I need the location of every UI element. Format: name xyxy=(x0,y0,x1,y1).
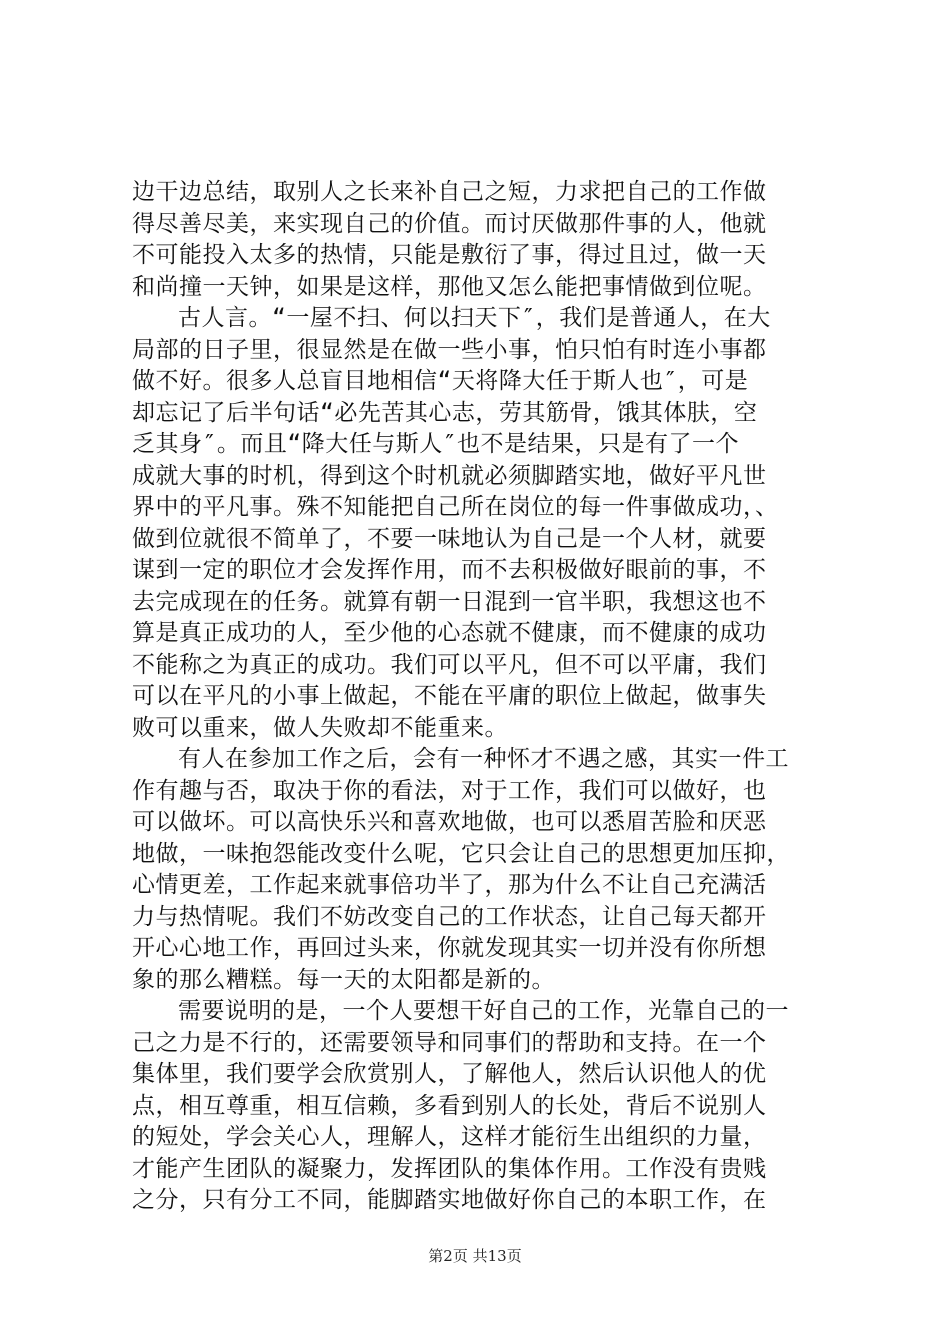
text-line: 力与热情呢。我们不妨改变自己的工作状态，让自己每天都开 xyxy=(132,903,767,930)
text-line: 己之力是不行的，还需要领导和同事们的帮助和支持。在一个 xyxy=(132,1029,767,1056)
text-line: 谋到一定的职位才会发挥作用，而不去积极做好眼前的事，不 xyxy=(132,557,767,583)
text-line: 点，相互尊重，相互信赖，多看到别人的长处，背后不说别人 xyxy=(132,1092,767,1119)
text-line: 乏其身″。而且“降大任与斯人″也不是结果，只是有了一个 xyxy=(132,431,740,457)
text-line: 作有趣与否，取决于你的看法，对于工作，我们可以做好，也 xyxy=(132,777,767,804)
text-line: 却忘记了后半句话“必先苦其心志，劳其筋骨，饿其体肤，空 xyxy=(132,399,758,426)
text-line: 开心心地工作，再回过头来，你就发现其实一切并没有你所想 xyxy=(132,935,767,961)
text-line: 算是真正成功的人，至少他的心态就不健康，而不健康的成功 xyxy=(132,620,767,646)
text-line: 地做，一味抱怨能改变什么呢，它只会让自己的思想更加压抑， xyxy=(132,840,790,867)
text-line: 可以做坏。可以高快乐兴和喜欢地做，也可以悉眉苦脸和厌恶 xyxy=(132,809,767,835)
text-line: 不可能投入太多的热情，只能是敷衍了事，得过且过，做一天 xyxy=(132,242,767,268)
text-line: 做不好。很多人总盲目地相信“天将降大任于斯人也″，可是 xyxy=(132,368,749,394)
paragraph-start-line: 需要说明的是，一个人要想干好自己的工作，光靠自己的一 xyxy=(178,998,789,1024)
text-line: 成就大事的时机，得到这个时机就必须脚踏实地，做好平凡世 xyxy=(132,462,767,489)
text-line: 之分，只有分工不同，能脚踏实地做好你自己的本职工作，在 xyxy=(132,1187,767,1213)
text-line: 不能称之为真正的成功。我们可以平凡，但不可以平庸，我们 xyxy=(132,651,767,678)
text-line: 界中的平凡事。殊不知能把自己所在岗位的每一件事做成功，、 xyxy=(132,494,779,520)
text-line: 边干边总结，取别人之长来补自己之短，力求把自己的工作做 xyxy=(132,179,767,205)
paragraph-start-line: 有人在参加工作之后，会有一种怀才不遇之感，其实一件工 xyxy=(178,746,789,772)
body-text xyxy=(132,177,830,1217)
text-line: 象的那么糟糕。每一天的太阳都是新的。 xyxy=(132,966,555,993)
text-line: 得尽善尽美，来实现自己的价值。而讨厌做那件事的人，他就 xyxy=(132,210,767,237)
text-line: 局部的日子里，很显然是在做一些小事，怕只怕有时连小事都 xyxy=(132,336,767,363)
text-line: 做到位就很不简单了，不要一味地认为自己是一个人材，就要 xyxy=(132,525,767,552)
text-line: 去完成现在的任务。就算有朝一日混到一官半职，我想这也不 xyxy=(132,588,767,615)
page-number-footer: 第2页 共13页 xyxy=(428,1247,522,1265)
text-line: 和尚撞一天钟，如果是这样，那他又怎么能把事情做到位呢。 xyxy=(132,273,767,300)
text-line: 心情更差，工作起来就事倍功半了，那为什么不让自己充满活 xyxy=(132,872,767,898)
text-line: 集体里，我们要学会欣赏别人，了解他人，然后认识他人的优 xyxy=(132,1061,767,1087)
text-line: 可以在平凡的小事上做起，不能在平庸的职位上做起，做事失 xyxy=(132,683,767,709)
text-line: 才能产生团队的凝聚力，发挥团队的集体作用。工作没有贵贱 xyxy=(132,1155,767,1182)
text-line: 败可以重来，做人失败却不能重来。 xyxy=(132,714,508,741)
text-line: 的短处，学会关心人，理解人，这样才能衍生出组织的力量， xyxy=(132,1124,767,1150)
paragraph-start-line: 古人言。“一屋不扫、何以扫天下″，我们是普通人，在大 xyxy=(178,305,771,331)
